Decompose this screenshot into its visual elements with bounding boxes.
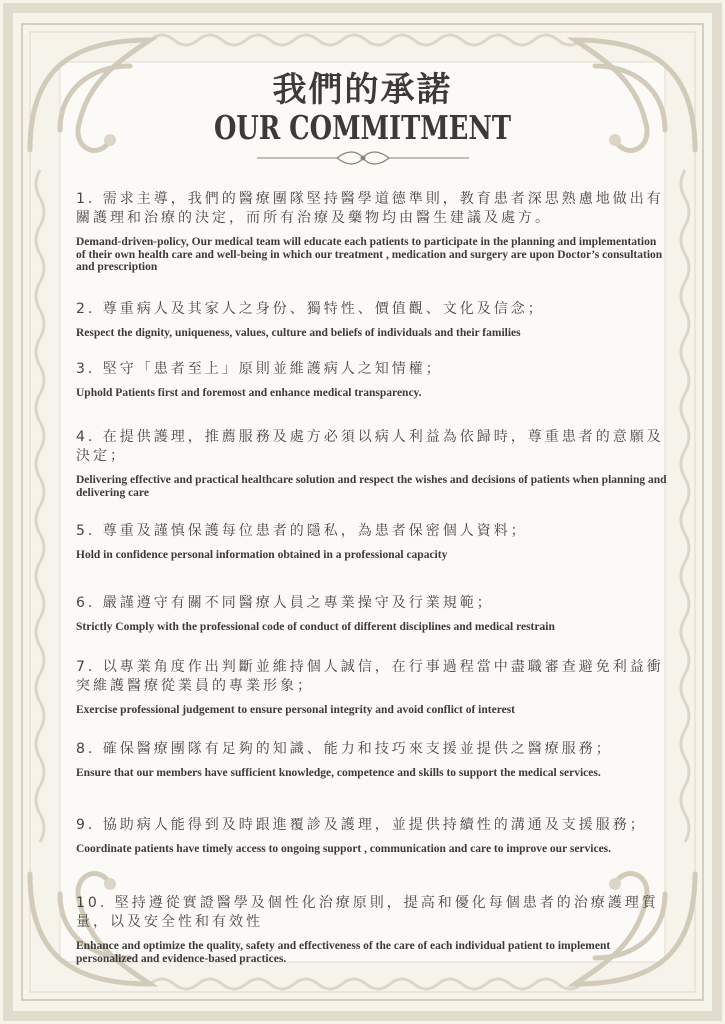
commitment-7-english: Exercise professional judgement to ensure personal integrity and avoid conflict of interest — [76, 704, 515, 716]
commitment-8-english: Ensure that our members have sufficient knowledge, competence and skills to support the medical services. — [76, 767, 601, 779]
commitment-5-english: Hold in confidence personal information obtained in a professional capacity — [76, 549, 448, 561]
commitment-item-2 — [76, 300, 668, 340]
commitment-7-chinese: 7. 以專業角度作出判斷並維持個人誠信，在行事過程當中盡職審查避免利益衝突維護醫療從業員的專業形象； — [76, 659, 664, 694]
commitment-10-chinese: 10. 堅持遵從實證醫學及個性化治療原則，提高和優化每個患者的治療護理質量，以及安全性和有效性 — [76, 895, 659, 930]
commitment-item-6 — [76, 594, 668, 634]
commitment-6-chinese: 6. 嚴謹遵守有關不同醫療人員之專業操守及行業規範； — [76, 595, 494, 611]
commitment-9-chinese: 9. 協助病人能得到及時跟進覆診及護理，並提供持續性的溝通及支援服務； — [76, 817, 647, 833]
commitment-1-chinese: 1. 需求主導，我們的醫療團隊堅持醫學道德準則，教育患者深思熟慮地做出有關護理和治療的決定，而所有治療及藥物均由醫生建議及處方。 — [76, 191, 664, 226]
commitment-3-english: Uphold Patients first and foremost and enhance medical transparency. — [76, 387, 422, 399]
title-english: OUR COMMITMENT — [213, 108, 512, 147]
commitment-item-9 — [76, 816, 668, 856]
commitment-item-7 — [76, 658, 668, 717]
commitment-3-chinese: 3. 堅守「患者至上」原則並維護病人之知情權； — [76, 361, 443, 377]
title-chinese: 我們的承諾 — [272, 70, 453, 110]
commitment-6-english: Strictly Comply with the professional code of conduct of different disciplines and medical restrain — [76, 621, 555, 633]
commitment-item-4 — [76, 428, 668, 499]
commitment-2-chinese: 2. 尊重病人及其家人之身份、獨特性、價值觀、文化及信念； — [76, 301, 545, 317]
commitment-1-english: Demand-driven-policy, Our medical team will educate each patients to participate in the planning and implementation of their own health care and well-being in which our treatment , medication and surgery are upon Doctor’s consultation and prescription — [76, 236, 663, 273]
commitment-4-english: Delivering effective and practical healthcare solution and respect the wishes and decisions of patients when planning and delivering care — [76, 474, 667, 499]
commitment-8-chinese: 8. 確保醫療團隊有足夠的知識、能力和技巧來支援並提供之醫療服務； — [76, 741, 613, 757]
commitment-item-5 — [76, 522, 668, 562]
commitment-4-chinese: 4. 在提供護理，推薦服務及處方必須以病人利益為依歸時，尊重患者的意願及決定； — [76, 429, 664, 464]
commitment-10-english: Enhance and optimize the quality, safety and effectiveness of the care of each individual patient to implement personalized and evidence-based practices. — [76, 940, 611, 965]
commitment-item-1 — [76, 190, 668, 274]
commitment-9-english: Coordinate patients have timely access to ongoing support , communication and care to improve our services. — [76, 843, 612, 855]
commitment-item-3 — [76, 360, 668, 400]
title-divider-ornament — [257, 148, 469, 168]
commitment-item-10 — [76, 894, 668, 965]
commitment-2-english: Respect the dignity, uniqueness, values, culture and beliefs of individuals and their families — [76, 327, 521, 339]
commitment-5-chinese: 5. 尊重及謹慎保護每位患者的隱私，為患者保密個人資料； — [76, 523, 528, 539]
commitment-item-8 — [76, 740, 668, 780]
